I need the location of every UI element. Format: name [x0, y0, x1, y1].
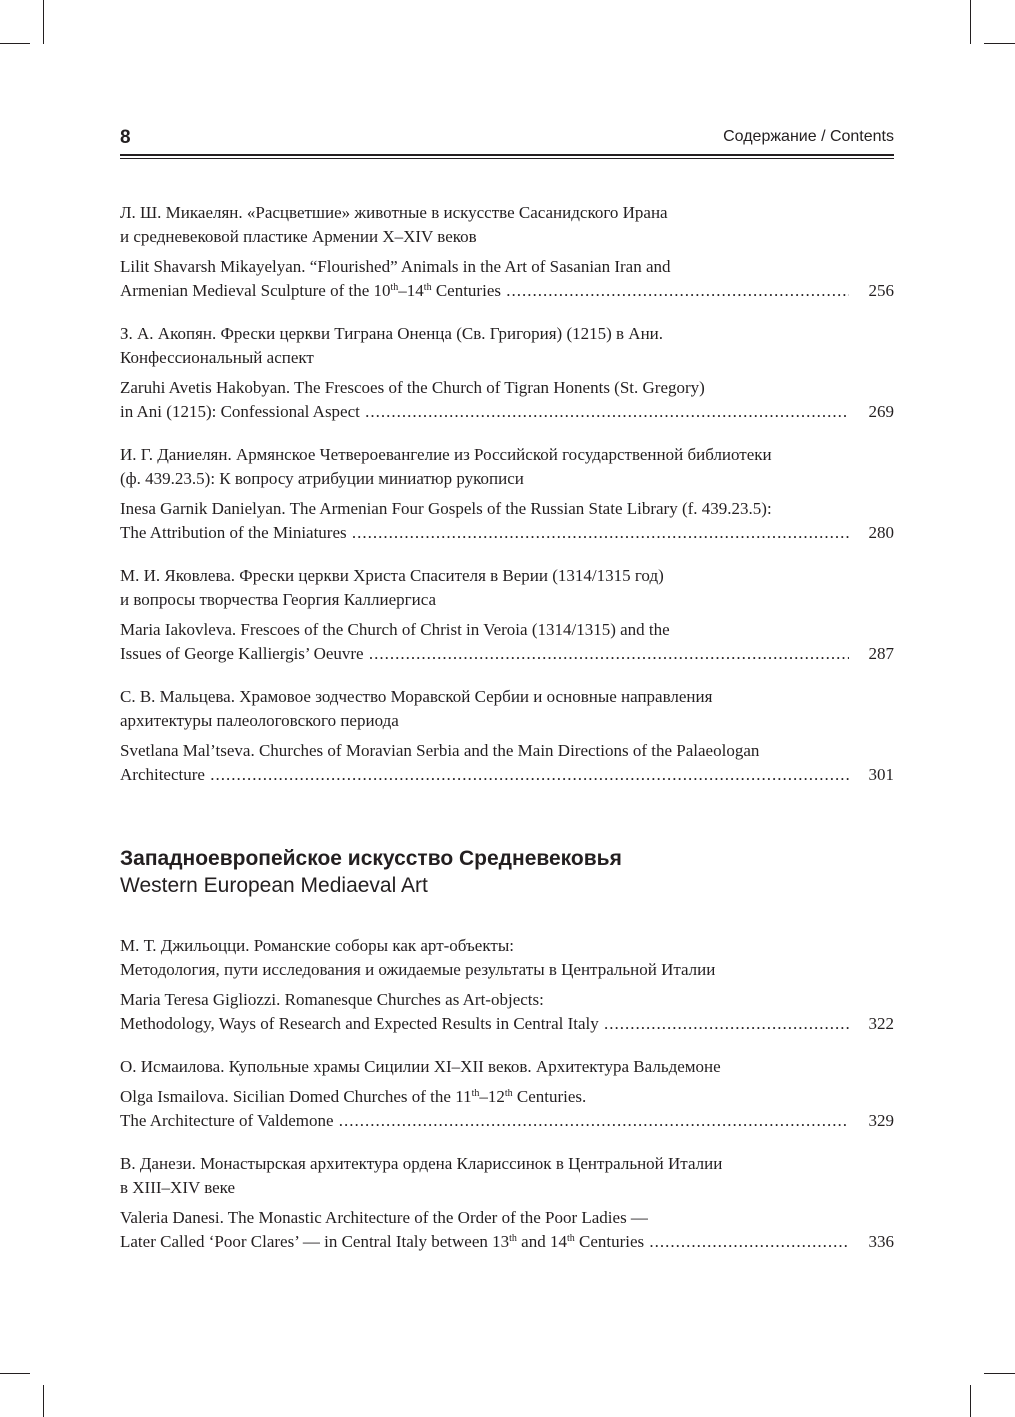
- page-number: 8: [120, 127, 131, 148]
- crop-mark: [0, 43, 30, 44]
- entry-title-en: Lilit Shavarsh Mikayelyan. “Flourished” Animals in the Art of Sasanian Iran and Armenian Medieval Sculpture of the 10th–14th Centuries ..... 256: [120, 255, 894, 303]
- toc-entry: [120, 1152, 894, 1254]
- crop-mark: [984, 1373, 1015, 1374]
- entry-title-ru: М. И. Яковлева. Фрески церкви Христа Спасителя в Верии (1314/1315 год) и вопросы творчества Георгия Каллиергиса: [120, 566, 664, 609]
- entry-title-en: Valeria Danesi. The Monastic Architecture of the Order of the Poor Ladies — Later Called ‘Poor Clares’ — in Central Italy between 13th and 14th Centuries ..... 336: [120, 1206, 894, 1254]
- entry-title-ru: О. Исмаилова. Купольные храмы Сицилии XI–XII веков. Архитектура Вальдемоне: [120, 1057, 721, 1076]
- entry-title-ru: В. Данези. Монастырская архитектура ордена Клариссинок в Центральной Италии в XIII–XIV веке: [120, 1154, 723, 1197]
- page-ref[interactable]: 329: [868, 1111, 894, 1130]
- crop-mark: [0, 1373, 30, 1374]
- section-heading: [120, 845, 894, 899]
- toc-entry: [120, 1055, 894, 1133]
- page-ref[interactable]: 336: [868, 1232, 894, 1251]
- page-ref[interactable]: 322: [868, 1014, 894, 1033]
- header-rule: [120, 154, 894, 156]
- entry-title-ru: М. Т. Джильоцци. Романские соборы как арт-объекты: Методология, пути исследования и ожидаемые результаты в Центральной Италии: [120, 936, 716, 979]
- entry-title-ru: И. Г. Даниелян. Армянское Четвероевангелие из Российской государственной библиотеки (ф. 439.23.5): К вопросу атрибуции миниатюр рукописи: [120, 445, 772, 488]
- page-ref[interactable]: 256: [868, 281, 894, 300]
- section-title-en: Western European Mediaeval Art: [120, 874, 428, 897]
- entry-title-en: Zaruhi Avetis Hakobyan. The Frescoes of the Church of Tigran Honents (St. Gregory) in Ani (1215): Confessional Aspect ..... 269: [120, 376, 894, 424]
- entry-title-ru: С. В. Мальцева. Храмовое зодчество Моравской Сербии и основные направления архитектуры палеологовского периода: [120, 687, 713, 730]
- contents-list: [120, 201, 894, 1273]
- toc-entry: [120, 934, 894, 1036]
- entry-title-en: Inesa Garnik Danielyan. The Armenian Four Gospels of the Russian State Library (f. 439.23.5): The Attribution of the Miniatures ..... 280: [120, 497, 894, 545]
- entry-title-en: Maria Teresa Gigliozzi. Romanesque Churches as Art-objects: Methodology, Ways of Research and Expected Results in Central Italy ..... 322: [120, 988, 894, 1036]
- toc-entry: [120, 322, 894, 424]
- header-rule-thin: [120, 158, 894, 159]
- page-ref[interactable]: 280: [868, 523, 894, 542]
- crop-mark: [43, 1385, 44, 1417]
- page-ref[interactable]: 301: [868, 765, 894, 784]
- crop-mark: [970, 1385, 971, 1417]
- entry-title-en: Svetlana Mal’tseva. Churches of Moravian Serbia and the Main Directions of the Palaeologan Architecture ..... 301: [120, 739, 894, 787]
- toc-entry: [120, 443, 894, 545]
- page-ref[interactable]: 287: [868, 644, 894, 663]
- toc-entry: [120, 201, 894, 303]
- running-header: [120, 127, 894, 154]
- crop-mark: [970, 0, 971, 44]
- toc-entry: [120, 564, 894, 666]
- entry-title-ru: З. А. Акопян. Фрески церкви Тиграна Оненца (Св. Григория) (1215) в Ани. Конфессиональный аспект: [120, 324, 664, 367]
- page-ref[interactable]: 269: [868, 402, 894, 421]
- entry-title-ru: Л. Ш. Микаелян. «Расцветшие» животные в искусстве Сасанидского Ирана и средневековой пластике Армении X–XIV веков: [120, 203, 668, 246]
- crop-mark: [984, 43, 1015, 44]
- entry-title-en: Maria Iakovleva. Frescoes of the Church of Christ in Veroia (1314/1315) and the Issues of George Kalliergis’ Oeuvre ..... 287: [120, 618, 894, 666]
- running-title: Содержание / Contents: [723, 128, 894, 145]
- crop-mark: [43, 0, 44, 44]
- entry-title-en: Olga Ismailova. Sicilian Domed Churches of the 11th–12th Centuries. The Architecture of Valdemone ..... 329: [120, 1085, 894, 1133]
- section-title-ru: Западноевропейское искусство Средневековья: [120, 847, 622, 870]
- toc-entry: [120, 685, 894, 787]
